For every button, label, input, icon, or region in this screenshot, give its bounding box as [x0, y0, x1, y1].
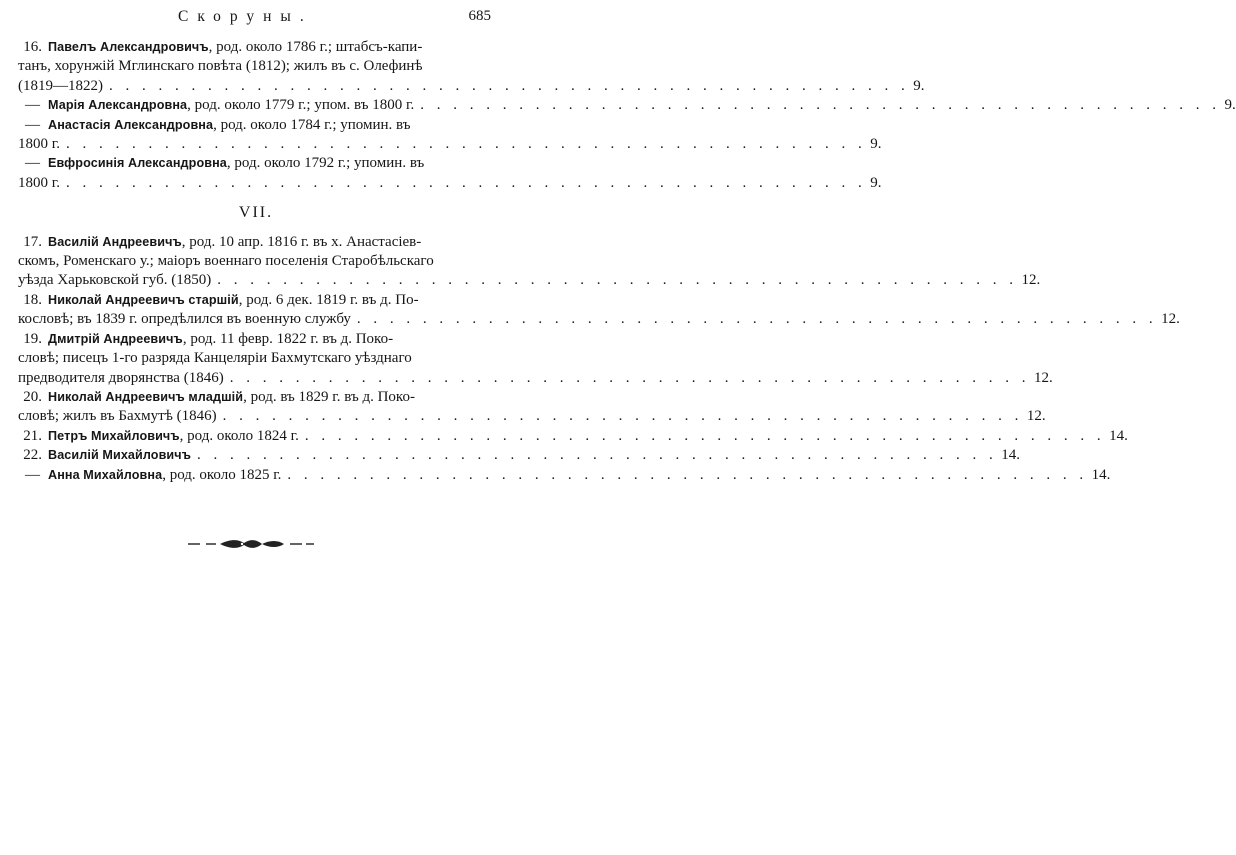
person-name: Дмитрій Андреевичъ	[48, 331, 183, 346]
entry-text: , род. въ 1829 г. въ д. Поко-	[243, 388, 415, 405]
entry-text: 1800 г.	[18, 136, 60, 153]
page-reference: 9.	[913, 77, 925, 94]
page-reference: 12.	[1026, 408, 1046, 425]
person-name: Василій Андреевичъ	[48, 234, 182, 249]
dot-leader: . . . . . . . . . . . . . . . . . . . . . . . . . . . . . . . . . . . . . . . . . . . . . . . . .	[65, 136, 867, 153]
entry-text: предводителя дворянства (1846)	[18, 369, 224, 386]
dot-leader: . . . . . . . . . . . . . . . . . . . . . . . . . . . . . . . . . . . . . . . . . . . . . . . . .	[287, 466, 1088, 483]
entry-text: , род. около 1792 г.; упомин. въ	[226, 155, 425, 172]
dot-leader: . . . . . . . . . . . . . . . . . . . . . . . . . . . . . . . . . . . . . . . . . . . . . . . . .	[222, 408, 1023, 425]
person-name: Василій Михайловичъ	[48, 448, 191, 463]
dash-marker: —	[25, 97, 40, 114]
leader-line	[18, 96, 1236, 115]
entry-text: кословѣ; въ 1839 г. опредѣлился въ военную службу	[18, 311, 351, 328]
entry-evfrosinia	[18, 154, 882, 193]
running-head	[0, 8, 511, 28]
entry-text: (1819—1822)	[18, 77, 103, 94]
page-content	[18, 38, 1236, 485]
entry-20	[18, 388, 1046, 427]
person-name: Петръ Михайловичъ	[48, 428, 180, 443]
leader-line	[18, 135, 882, 154]
entry-number: 20.	[23, 388, 42, 405]
page-reference: 14.	[1091, 466, 1111, 483]
dot-leader: . . . . . . . . . . . . . . . . . . . . . . . . . . . . . . . . . . . . . . . . . . . . . . . . .	[65, 174, 867, 191]
page-reference: 9.	[870, 136, 882, 153]
entry-number: 16.	[23, 39, 42, 55]
entry-maria	[18, 96, 1236, 115]
dot-leader: . . . . . . . . . . . . . . . . . . . . . . . . . . . . . . . . . . . . . . . . . . . . . . . . .	[420, 97, 1221, 114]
entry-text: 1800 г.	[18, 174, 60, 191]
entry-anastasia	[18, 116, 882, 155]
page-reference: 9.	[1224, 97, 1236, 114]
page-reference: 14.	[1001, 447, 1020, 464]
entry-number: 21.	[23, 427, 42, 444]
dot-leader: . . . . . . . . . . . . . . . . . . . . . . . . . . . . . . . . . . . . . . . . . . . . . . . . .	[109, 77, 910, 94]
entry-16	[18, 38, 925, 96]
leader-line	[18, 174, 882, 193]
page-reference: 12.	[1033, 369, 1053, 386]
running-title: Скоруны.	[178, 8, 313, 25]
page-reference: 9.	[870, 174, 882, 191]
leader-line	[18, 427, 1128, 446]
entry-22	[18, 446, 1020, 465]
entry-number: 18.	[23, 291, 42, 308]
entry-text: , род. около 1786 г.; штабсъ-капи-	[208, 39, 423, 55]
entry-text: , род. 6 дек. 1819 г. въ д. По-	[238, 291, 419, 308]
entry-text: уѣзда Харьковской губ. (1850)	[18, 272, 212, 289]
leader-line	[18, 310, 1180, 329]
entry-number: 19.	[23, 330, 42, 347]
leader-line	[18, 271, 1041, 290]
page-reference: 14.	[1109, 427, 1128, 444]
dash-marker: —	[25, 155, 40, 172]
person-name: Анна Михайловна	[48, 467, 163, 482]
entry-text: , род. около 1824 г.	[179, 427, 299, 444]
entry-19	[18, 330, 1053, 388]
person-name: Евфросинія Александровна	[48, 156, 227, 171]
person-name: Павелъ Александровичъ	[48, 40, 209, 54]
entry-21	[18, 427, 1128, 446]
entry-number: 17.	[23, 233, 42, 250]
entry-18	[18, 291, 1180, 330]
person-name: Николай Андреевичъ старшій	[48, 292, 239, 307]
dot-leader: . . . . . . . . . . . . . . . . . . . . . . . . . . . . . . . . . . . . . . . . . . . . . . . . .	[356, 311, 1158, 328]
ornament-divider	[180, 536, 320, 552]
page-reference: 12.	[1021, 272, 1041, 289]
leader-line	[18, 466, 1111, 485]
leader-line	[18, 369, 1053, 388]
dot-leader: . . . . . . . . . . . . . . . . . . . . . . . . . . . . . . . . . . . . . . . . . . . . . . . . .	[229, 369, 1030, 386]
entry-text: , род. около 1779 г.; упом. въ 1800 г.	[187, 97, 415, 114]
leader-line	[18, 446, 1020, 465]
dot-leader: . . . . . . . . . . . . . . . . . . . . . . . . . . . . . . . . . . . . . . . . . . . . . . . . .	[217, 272, 1018, 289]
leader-line	[18, 77, 925, 96]
entry-text: скомъ, Роменскаго у.; маіоръ военнаго поселенія Старобѣльскаго	[18, 253, 434, 270]
person-name: Николай Андреевичъ младшій	[48, 389, 244, 404]
entry-17	[18, 233, 1041, 291]
entry-text: , род. 11 февр. 1822 г. въ д. Поко-	[182, 330, 394, 347]
entry-text: , род. около 1825 г.	[162, 466, 282, 483]
dash-marker: —	[25, 466, 40, 483]
entry-text: словѣ; писецъ 1-го разряда Канцеляріи Бахмутскаго уѣзднаго	[18, 350, 412, 367]
dot-leader: . . . . . . . . . . . . . . . . . . . . . . . . . . . . . . . . . . . . . . . . . . . . . . . . .	[196, 447, 998, 464]
dash-marker: —	[25, 116, 40, 133]
entry-number: 22.	[23, 447, 42, 464]
section-heading: VII.	[238, 204, 274, 222]
page-reference: 12.	[1161, 311, 1180, 328]
entry-text: , род. около 1784 г.; упомин. въ	[213, 116, 411, 133]
entry-text: танъ, хорунжій Мглинскаго повѣта (1812); жилъ въ с. Олефинѣ	[18, 58, 423, 75]
entry-text: словѣ; жилъ въ Бахмутѣ (1846)	[18, 408, 217, 425]
page-number: 685	[468, 8, 491, 24]
leader-line	[18, 407, 1046, 426]
dot-leader: . . . . . . . . . . . . . . . . . . . . . . . . . . . . . . . . . . . . . . . . . . . . . . . . .	[304, 427, 1106, 444]
entry-anna	[18, 466, 1111, 485]
entry-text: , род. 10 апр. 1816 г. въ х. Анастасіев-	[181, 233, 422, 250]
person-name: Марія Александровна	[48, 98, 188, 113]
person-name: Анастасія Александровна	[48, 117, 214, 132]
